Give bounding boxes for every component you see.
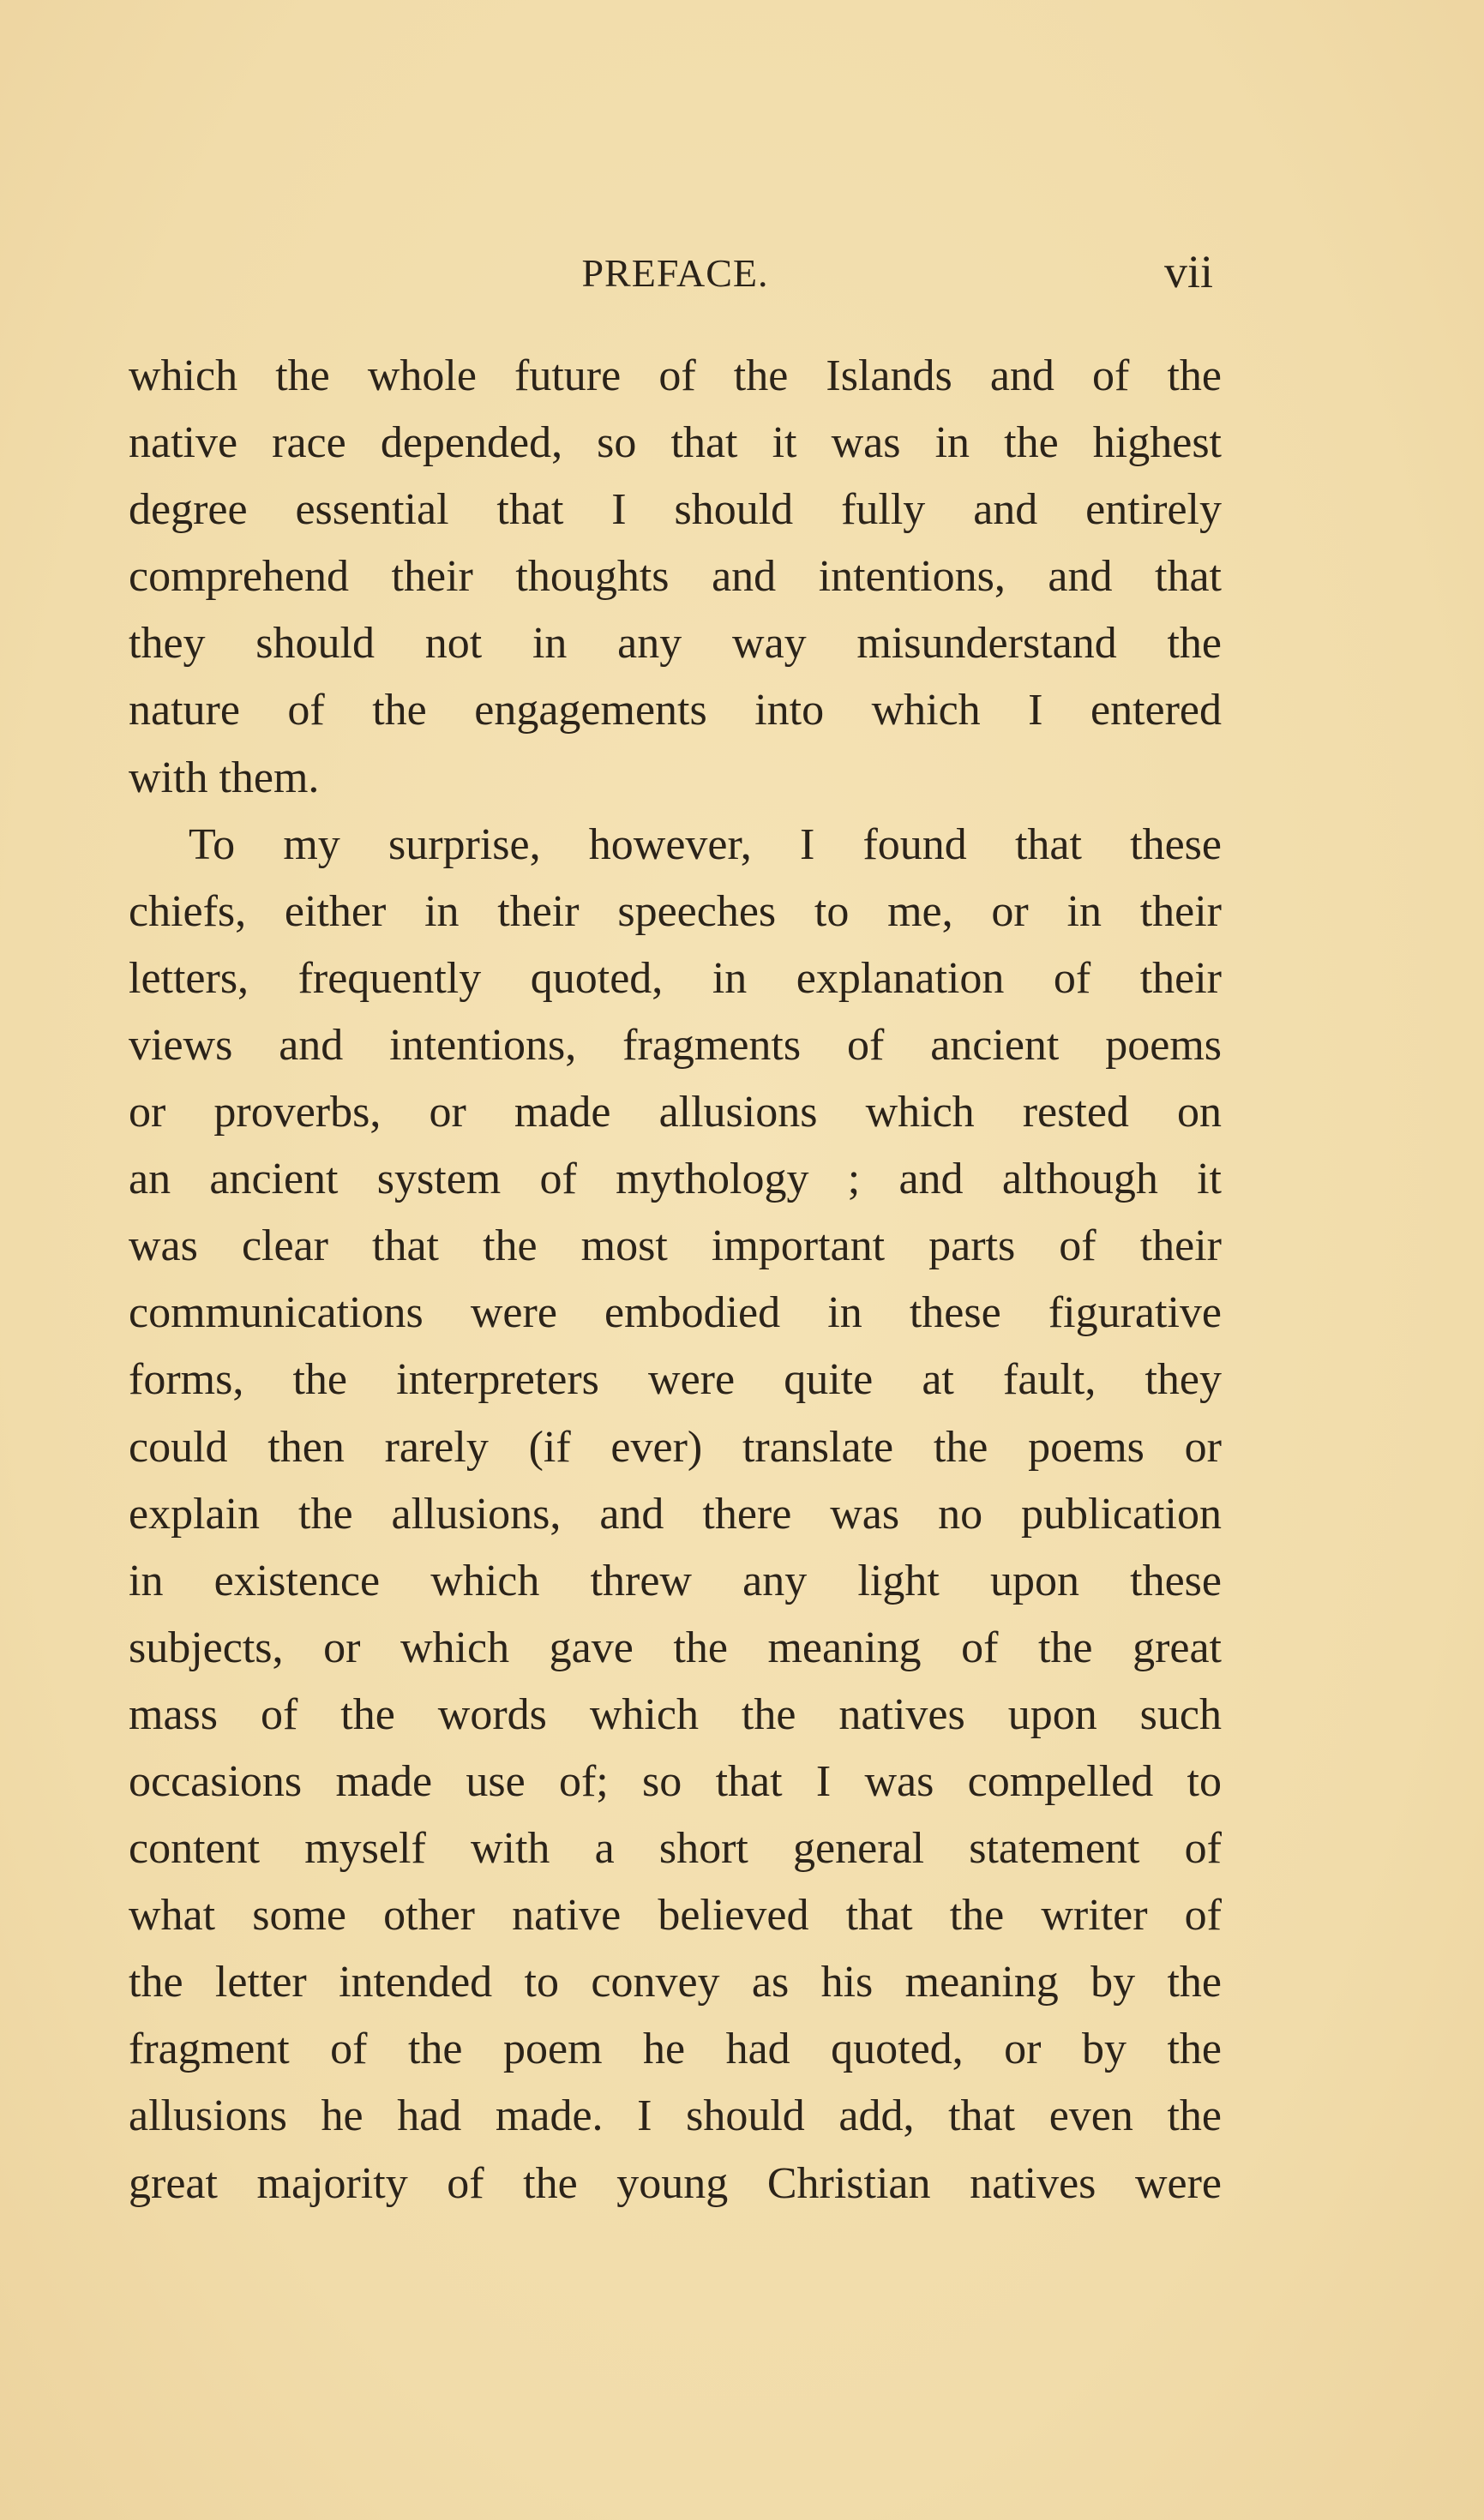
text-line: letters, frequently quoted, in explanation of their bbox=[129, 953, 1222, 1003]
text-line: the letter intended to convey as his meaning by the bbox=[129, 1958, 1222, 2007]
text-line: nature of the engagements into which I entered bbox=[129, 686, 1222, 735]
body-text bbox=[129, 343, 1222, 2217]
text-line: subjects, or which gave the meaning of the great bbox=[129, 1623, 1222, 1672]
text-line: native race depended, so that it was in the highest bbox=[129, 418, 1222, 468]
text-line: occasions made use of; so that I was compelled to bbox=[129, 1756, 1222, 1806]
text-line: To my surprise, however, I found that these bbox=[189, 819, 1222, 869]
text-line: explain the allusions, and there was no publication bbox=[129, 1489, 1222, 1539]
text-line: chiefs, either in their speeches to me, or in their bbox=[129, 886, 1222, 936]
text-line: they should not in any way misunderstand the bbox=[129, 619, 1222, 669]
text-line: comprehend their thoughts and intentions, and that bbox=[129, 552, 1222, 602]
page-number: vii bbox=[1163, 246, 1213, 297]
text-line: an ancient system of mythology ; and although it bbox=[129, 1155, 1222, 1204]
text-line: with them. bbox=[129, 753, 320, 802]
text-line: what some other native believed that the writer of bbox=[129, 1891, 1222, 1941]
text-line: mass of the words which the natives upon such bbox=[129, 1689, 1222, 1739]
text-line: which the whole future of the Islands and of the bbox=[129, 351, 1222, 400]
page-header bbox=[129, 246, 1222, 302]
text-line: was clear that the most important parts of their bbox=[129, 1221, 1222, 1271]
text-line: views and intentions, fragments of ancient poems bbox=[129, 1020, 1222, 1070]
text-line: degree essential that I should fully and entirely bbox=[129, 485, 1222, 535]
text-line: content myself with a short general statement of bbox=[129, 1824, 1222, 1874]
text-line: fragment of the poem he had quoted, or by the bbox=[129, 2025, 1222, 2074]
text-line: forms, the interpreters were quite at fault, they bbox=[129, 1355, 1222, 1405]
text-line: or proverbs, or made allusions which rested on bbox=[129, 1088, 1222, 1137]
text-line: in existence which threw any light upon these bbox=[129, 1556, 1222, 1605]
running-title: PREFACE. bbox=[581, 251, 769, 295]
text-line: could then rarely (if ever) translate the poems or bbox=[129, 1422, 1222, 1472]
text-line: communications were embodied in these figurative bbox=[129, 1288, 1222, 1338]
text-line: allusions he had made. I should add, that even the bbox=[129, 2091, 1222, 2141]
text-line: great majority of the young Christian natives were bbox=[129, 2158, 1222, 2208]
